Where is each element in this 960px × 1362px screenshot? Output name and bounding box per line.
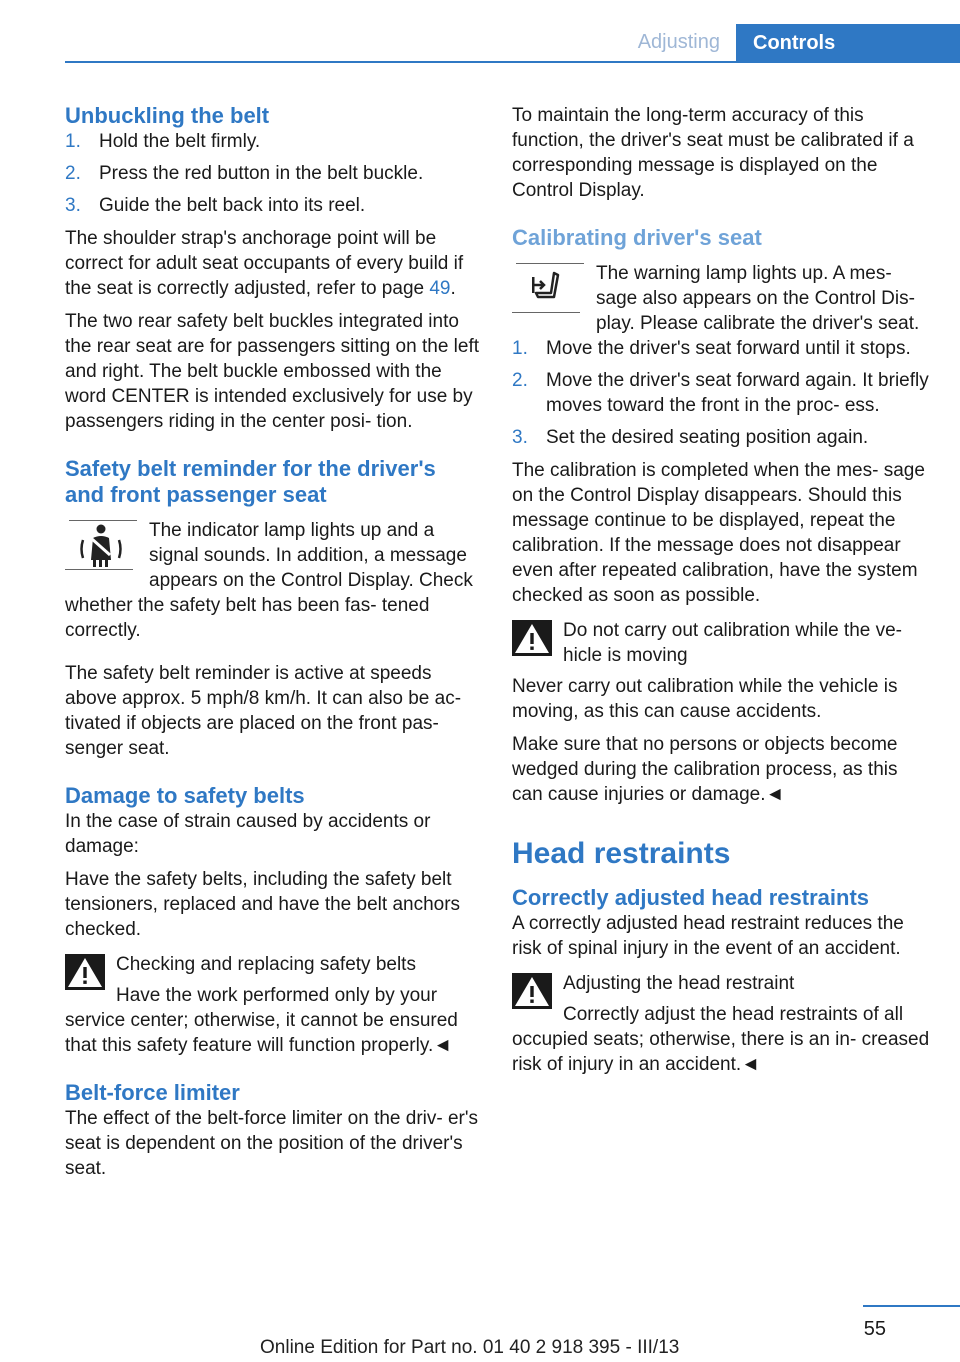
- step-number: 1.: [65, 131, 81, 152]
- warning-triangle-icon: [512, 973, 552, 1009]
- step-text: Guide the belt back into its reel.: [99, 195, 366, 216]
- list-item: [65, 161, 480, 186]
- page-header: [0, 0, 960, 64]
- step-text: Move the driver's seat forward again. It briefly moves toward the front in the proc‐ ess.: [546, 370, 929, 416]
- unbuckling-steps: [65, 129, 480, 218]
- warning-text-head-restraint: Correctly adjust the head restraints of all occupied seats; otherwise, there is an in‐ creased risk of injury in an accident.◄: [512, 1004, 930, 1075]
- header-chapter-tab: Controls: [736, 24, 960, 62]
- warning-block-calibration: [512, 618, 930, 668]
- warning-block-belts: [65, 952, 480, 1058]
- page-reference-link[interactable]: 49: [429, 278, 451, 299]
- warning-title-head-restraint: Adjusting the head restraint: [563, 973, 795, 994]
- limiter-paragraph: The effect of the belt-force limiter on the driv‐ er's seat is dependent on the position of the driver's seat.: [65, 1108, 479, 1179]
- step-number: 1.: [512, 338, 528, 359]
- footer-rule: [863, 1305, 960, 1307]
- step-number: 3.: [512, 427, 528, 448]
- step-text: Move the driver's seat forward until it stops.: [546, 338, 911, 359]
- warning-triangle-icon: [65, 954, 105, 990]
- header-section-label: Adjusting: [637, 31, 720, 53]
- warning-triangle-icon: [512, 620, 552, 656]
- heading-calibrating-seat: Calibrating driver's seat: [512, 225, 762, 250]
- head-restraint-paragraph: A correctly adjusted head restraint reduces the risk of spinal injury in the event of an accident.: [512, 913, 904, 959]
- warning-block-head-restraint: [512, 971, 930, 1077]
- step-number: 3.: [65, 195, 81, 216]
- list-item: [65, 129, 480, 154]
- calibration-completed-paragraph: The calibration is completed when the mes‐ sage on the Control Display disappears. Should this message continue to be displayed, repeat the calibration. If the message does not disappear even after repeated calibration, have the system checked as soon as possible.: [512, 460, 925, 606]
- seatbelt-lamp-icon: [65, 518, 137, 572]
- reminder-lamp-text: The indicator lamp lights up and a signal sounds. In addition, a message appears on the Control Display. Check whether the safety belt has been fas‐ tened correctly.: [65, 520, 473, 641]
- rear-buckles-paragraph: The two rear safety belt buckles integrated into the rear seat are for passengers sitting on the left and right. The belt buckle embossed with the word CENTER is intended exclusively for use by passengers riding in the center posi‐ tion.: [65, 311, 480, 432]
- heading-head-restraints: Head restraints: [512, 837, 731, 870]
- warning-text-calibration-2: Make sure that no persons or objects become wedged during the calibration process, as this can cause injuries or damage.◄: [512, 734, 898, 805]
- right-column: [512, 103, 930, 1077]
- list-item: [512, 336, 930, 361]
- warning-text-belts: Have the work performed only by your service center; otherwise, it cannot be ensured that this safety feature will function properly.◄: [65, 985, 458, 1056]
- reminder-speed-paragraph: The safety belt reminder is active at speeds above approx. 5 mph/8 km/h. It can also be ac‐ tivated if objects are placed on the front pas‐ senger seat.: [65, 663, 462, 759]
- seat-adjust-lamp-icon: [512, 261, 584, 315]
- calibration-lamp-text: The warning lamp lights up. A mes‐ sage also appears on the Control Dis‐ play. Please calibrate the driver's seat.: [596, 263, 920, 334]
- warning-text-calibration-1: Never carry out calibration while the vehicle is moving, as this can cause accidents.: [512, 676, 898, 722]
- left-column: [65, 103, 480, 1181]
- step-number: 2.: [65, 163, 81, 184]
- heading-unbuckling: Unbuckling the belt: [65, 103, 270, 128]
- step-text: Hold the belt firmly.: [99, 131, 261, 152]
- step-text: Set the desired seating position again.: [546, 427, 869, 448]
- damage-paragraph-2: Have the safety belts, including the safety belt tensioners, replaced and have the belt anchors checked.: [65, 869, 461, 940]
- list-item: [65, 193, 480, 218]
- header-rule: [65, 61, 960, 63]
- warning-title-belts: Checking and replacing safety belts: [116, 954, 416, 975]
- anchorage-text: The shoulder strap's anchorage point will be correct for adult seat occupants of every build if the seat is correctly adjusted, refer to page: [65, 228, 464, 299]
- calibration-intro-paragraph: To maintain the long-term accuracy of this function, the driver's seat must be calibrated if a corresponding message is displayed on the Control Display.: [512, 105, 914, 201]
- page-number: 55: [863, 1318, 886, 1340]
- calibration-lamp-block: [512, 261, 930, 336]
- anchorage-paragraph: [65, 226, 480, 301]
- anchorage-text-end: .: [450, 278, 456, 299]
- calibration-steps: [512, 336, 930, 450]
- step-text: Press the red button in the belt buckle.: [99, 163, 424, 184]
- heading-belt-reminder: Safety belt reminder for the driver's and front passenger seat: [65, 456, 436, 507]
- warning-title-calibration: Do not carry out calibration while the ve‐ hicle is moving: [563, 620, 902, 666]
- step-number: 2.: [512, 370, 528, 391]
- heading-damage: Damage to safety belts: [65, 783, 305, 808]
- reminder-lamp-block: [65, 518, 480, 643]
- edition-footer: Online Edition for Part no. 01 40 2 918 395 - III/13: [260, 1337, 680, 1358]
- list-item: [512, 368, 930, 418]
- damage-paragraph-1: In the case of strain caused by accidents or damage:: [65, 811, 431, 857]
- list-item: [512, 425, 930, 450]
- heading-correct-head-restraints: Correctly adjusted head restraints: [512, 885, 870, 910]
- heading-belt-force-limiter: Belt-force limiter: [65, 1080, 240, 1105]
